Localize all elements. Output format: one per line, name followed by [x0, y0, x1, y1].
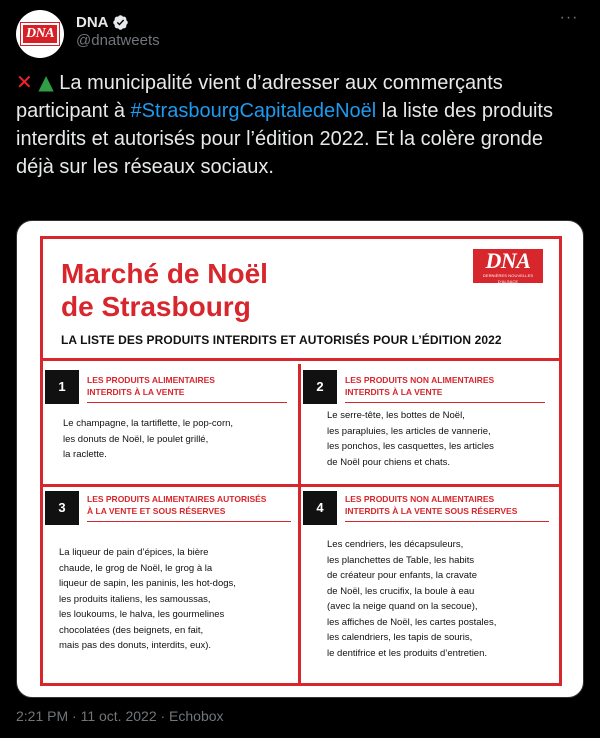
- dna-logo: [473, 249, 543, 283]
- avatar[interactable]: [16, 10, 64, 58]
- tweet-header: [16, 10, 584, 58]
- body-line: les produits italiens, les samoussas,: [59, 593, 211, 605]
- sections-grid: [43, 364, 559, 683]
- cross-mark-icon: ✕: [16, 70, 33, 94]
- body-line: mais pas des donuts, interdits, eux).: [59, 640, 212, 651]
- body-line: La liqueur de pain d’épices, la bière: [59, 547, 209, 558]
- christmas-tree-icon: ▲: [38, 70, 54, 94]
- section-number: 1: [45, 370, 79, 404]
- body-line: de créateur pour enfants, la cravate: [327, 570, 477, 581]
- section-title: [87, 493, 266, 517]
- section-body: [327, 408, 494, 470]
- section-number: 3: [45, 491, 79, 525]
- body-line: chocolatées (des beignets, en fait,: [59, 624, 204, 636]
- body-line: Le champagne, la tartiflette, le pop-corn,: [63, 418, 234, 429]
- body-line: les parapluies, les articles de vannerie,: [327, 425, 491, 437]
- body-line: chaude, le grog de Noël, le grog à la: [59, 562, 213, 574]
- section-title: [345, 374, 494, 398]
- section-title-line: LES PRODUITS NON ALIMENTAIRES: [345, 375, 495, 385]
- section-rule: [87, 402, 287, 403]
- tweet-text-after: la liste des produits interdits et autorisés pour l’édition 2022. Et la colère gronde déjà sur les réseaux sociaux.: [16, 100, 553, 178]
- section-title: [345, 493, 517, 517]
- section-rule: [87, 521, 291, 522]
- body-line: les affiches de Noël, les cartes postales,: [327, 616, 497, 628]
- tweet-text-before: La municipalité vient d’adresser aux commerçants participant à: [16, 72, 503, 122]
- section-rule: [345, 521, 549, 522]
- section-number: 4: [303, 491, 337, 525]
- infographic-header: [43, 239, 559, 361]
- section-title-line: LES PRODUITS ALIMENTAIRES: [87, 375, 215, 385]
- section-3: [43, 487, 298, 683]
- tweet-timestamp[interactable]: 2:21 PM · 11 oct. 2022 · Echobox: [16, 708, 224, 724]
- avatar-logo: DNA: [21, 23, 59, 45]
- tweet-image[interactable]: [16, 220, 584, 698]
- body-line: Les cendriers, les décapsuleurs,: [327, 539, 464, 550]
- dna-logo-tagline: DERNIÈRES NOUVELLES D'ALSACE: [482, 273, 534, 284]
- section-title-line: INTERDITS À LA VENTE: [87, 387, 185, 397]
- section-title: [87, 374, 215, 398]
- body-line: de Noël pour chiens et chats.: [327, 456, 451, 468]
- section-rule: [345, 402, 545, 403]
- section-2: [301, 364, 559, 484]
- section-number: 2: [303, 370, 337, 404]
- infographic-title: [61, 257, 421, 323]
- section-title-line: LES PRODUITS ALIMENTAIRES AUTORISÉS: [87, 494, 267, 504]
- body-line: la raclette.: [63, 449, 107, 460]
- verified-badge-icon: [112, 14, 129, 31]
- section-title-line: LES PRODUITS NON ALIMENTAIRES: [345, 494, 495, 504]
- section-title-line: INTERDITS À LA VENTE SOUS RÉSERVES: [345, 506, 518, 516]
- section-title-line: À LA VENTE ET SOUS RÉSERVES: [87, 506, 226, 516]
- body-line: les planchettes de Table, les habits: [327, 554, 475, 566]
- infographic-title-line2: de Strasbourg: [61, 291, 251, 322]
- section-body: [327, 537, 496, 661]
- body-line: liqueur de sapin, les paninis, les hot-dogs,: [59, 578, 236, 589]
- tweet-text: [16, 68, 584, 181]
- body-line: le dentifrice et les produits d’entretien.: [327, 647, 488, 659]
- infographic-subtitle: LA LISTE DES PRODUITS INTERDITS ET AUTORISÉS POUR L’ÉDITION 2022: [61, 333, 502, 347]
- dna-logo-text: DNA: [485, 248, 531, 273]
- body-line: les calendriers, les tapis de souris,: [327, 632, 473, 643]
- infographic-title-line1: Marché de Noël: [61, 258, 268, 289]
- infographic-frame: [40, 236, 562, 686]
- section-title-line: INTERDITS À LA VENTE: [345, 387, 443, 397]
- body-line: les ponchos, les casquettes, les articles: [327, 441, 494, 452]
- section-body: [63, 416, 233, 463]
- hashtag-link[interactable]: #StrasbourgCapitaledeNoël: [130, 100, 377, 122]
- more-options-icon[interactable]: ···: [559, 9, 579, 26]
- section-1: [43, 364, 298, 484]
- section-4: [301, 487, 559, 683]
- body-line: de Noël, les crucifix, la boule à eau: [327, 585, 475, 597]
- section-body: [59, 545, 236, 654]
- display-name[interactable]: DNA: [76, 13, 109, 31]
- body-line: (avec la neige quand on la secoue),: [327, 601, 478, 612]
- body-line: Le serre-tête, les bottes de Noël,: [327, 410, 465, 421]
- handle[interactable]: @dnatweets: [76, 32, 160, 49]
- body-line: les loukoums, le halva, les gourmelines: [59, 609, 225, 620]
- name-row: [76, 12, 129, 32]
- body-line: les donuts de Noël, le poulet grillé,: [63, 433, 209, 445]
